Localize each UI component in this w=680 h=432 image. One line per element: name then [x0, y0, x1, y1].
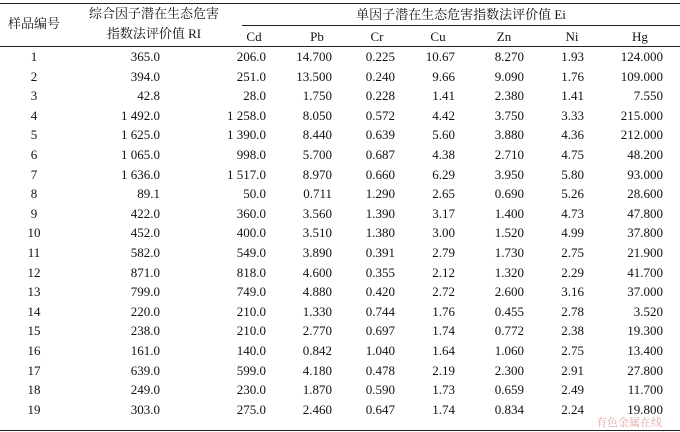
table-cell: 93.000	[627, 166, 663, 182]
cell-sample-no: 16	[27, 343, 41, 358]
table-cell: 0.572	[365, 107, 395, 123]
table-cell: 2.300	[494, 362, 524, 378]
table-cell: 3.950	[494, 166, 524, 182]
table-cell: 0.647	[365, 401, 395, 417]
table-cell: 2.380	[494, 88, 524, 104]
table-cell: 1.74	[432, 401, 455, 417]
table-cell: 582.0	[130, 245, 160, 260]
table-cell: 2.75	[561, 245, 584, 260]
table-cell: 2.710	[494, 147, 524, 162]
cell-sample-no: 10	[27, 225, 41, 241]
table-cell: 19.300	[627, 323, 663, 339]
table-cell: 4.36	[561, 127, 584, 143]
cell-sample-no: 11	[27, 245, 41, 260]
table-cell: 13.500	[296, 68, 332, 84]
table-cell: 0.772	[494, 323, 524, 339]
table-cell: 8.270	[494, 49, 524, 64]
table-cell: 4.38	[432, 147, 455, 162]
table-cell: 140.0	[236, 343, 266, 358]
table-cell: 2.91	[561, 362, 584, 378]
header-group-rule	[242, 25, 680, 26]
table-cell: 0.834	[494, 401, 524, 417]
table-cell: 0.240	[365, 68, 395, 84]
table-bottom-rule	[0, 430, 680, 431]
table-cell: 238.0	[130, 323, 160, 339]
cell-sample-no: 9	[30, 205, 38, 221]
table-cell: 14.700	[296, 49, 332, 64]
table-cell: 2.72	[432, 284, 455, 300]
cell-sample-no: 8	[30, 186, 38, 202]
table-cell: 2.12	[432, 264, 455, 280]
table-cell: 1.330	[302, 303, 332, 319]
table-cell: 1.64	[432, 343, 455, 358]
table-cell: 2.600	[494, 284, 524, 300]
header-metal-cr: Cr	[370, 29, 384, 44]
table-cell: 28.0	[243, 88, 266, 104]
header-composite-line1: 综合因子潜在生态危害	[88, 6, 219, 21]
table-cell: 1.730	[494, 245, 524, 260]
table-cell: 422.0	[130, 205, 160, 221]
table-cell: 3.510	[302, 225, 332, 241]
table-cell: 599.0	[236, 362, 266, 378]
table-cell: 1.060	[494, 343, 524, 358]
table-cell: 303.0	[130, 401, 160, 417]
table-cell: 19.800	[627, 401, 663, 417]
table-cell: 4.73	[561, 205, 584, 221]
table-cell: 212.000	[620, 127, 663, 143]
table-cell: 0.711	[303, 186, 332, 202]
header-sample-no: 样品编号	[7, 16, 60, 31]
table-cell: 4.180	[302, 362, 332, 378]
table-cell: 1 492.0	[121, 107, 160, 123]
cell-sample-no: 13	[27, 284, 41, 300]
table-cell: 360.0	[236, 205, 266, 221]
table-cell: 9.090	[494, 68, 524, 84]
table-cell: 37.000	[627, 284, 663, 300]
table-cell: 28.600	[627, 186, 663, 202]
header-metal-pb: Pb	[310, 29, 324, 44]
table-cell: 2.75	[561, 343, 584, 358]
table-cell: 1.73	[432, 382, 455, 398]
table-cell: 41.700	[627, 264, 663, 280]
table-cell: 210.0	[236, 303, 266, 319]
table-cell: 400.0	[236, 225, 266, 241]
table-cell: 1 636.0	[121, 166, 160, 182]
cell-sample-no: 1	[30, 49, 38, 64]
table-cell: 230.0	[236, 382, 266, 398]
table-cell: 1.870	[302, 382, 332, 398]
table-cell: 9.66	[432, 68, 455, 84]
table-cell: 1.380	[365, 225, 395, 241]
table-cell: 2.24	[561, 401, 584, 417]
table-cell: 3.00	[432, 225, 455, 241]
table-cell: 48.200	[627, 147, 663, 162]
table-cell: 1 065.0	[121, 147, 160, 162]
table-cell: 0.660	[365, 166, 395, 182]
table-cell: 0.228	[365, 88, 395, 104]
table-cell: 0.391	[365, 245, 395, 260]
table-cell: 871.0	[130, 264, 160, 280]
table-cell: 1 258.0	[227, 107, 266, 123]
table-cell: 275.0	[236, 401, 266, 417]
table-cell: 2.770	[302, 323, 332, 339]
table-cell: 2.65	[432, 186, 455, 202]
cell-sample-no: 12	[27, 264, 41, 280]
table-cell: 8.050	[302, 107, 332, 123]
table-cell: 1.040	[365, 343, 395, 358]
table-cell: 8.970	[302, 166, 332, 182]
header-single-factor: 单因子潜在生态危害指数法评价值 Ei	[356, 7, 566, 22]
table-cell: 365.0	[130, 49, 160, 64]
table-cell: 7.550	[633, 88, 663, 104]
table-cell: 6.29	[432, 166, 455, 182]
table-cell: 0.355	[365, 264, 395, 280]
table-cell: 4.880	[302, 284, 332, 300]
table-cell: 3.750	[494, 107, 524, 123]
table-cell: 0.687	[365, 147, 395, 162]
table-cell: 0.455	[494, 303, 524, 319]
cell-sample-no: 3	[30, 88, 38, 104]
table-cell: 109.000	[620, 68, 663, 84]
table-cell: 42.8	[137, 88, 160, 104]
table-cell: 3.17	[432, 205, 455, 221]
table-cell: 3.880	[494, 127, 524, 143]
table-cell: 3.16	[561, 284, 584, 300]
table-cell: 220.0	[130, 303, 160, 319]
table-cell: 161.0	[130, 343, 160, 358]
table-cell: 1.41	[561, 88, 584, 104]
table-cell: 0.639	[365, 127, 395, 143]
table-cell: 27.800	[627, 362, 663, 378]
table-cell: 4.99	[561, 225, 584, 241]
header-metal-cu: Cu	[430, 29, 446, 44]
cell-sample-no: 17	[27, 362, 41, 378]
table-cell: 1 517.0	[227, 166, 266, 182]
table-cell: 1.390	[365, 205, 395, 221]
table-cell: 2.460	[302, 401, 332, 417]
table-cell: 0.478	[365, 362, 395, 378]
table-cell: 818.0	[236, 264, 266, 280]
table-cell: 0.590	[365, 382, 395, 398]
cell-sample-no: 2	[30, 68, 38, 84]
table-cell: 47.800	[627, 205, 663, 221]
table-cell: 10.67	[425, 49, 455, 64]
cell-sample-no: 14	[27, 303, 41, 319]
table-cell: 452.0	[130, 225, 160, 241]
header-metal-ni: Ni	[565, 29, 579, 44]
table-cell: 215.000	[620, 107, 663, 123]
table-cell: 394.0	[130, 68, 160, 84]
table-cell: 37.800	[627, 225, 663, 241]
table-cell: 5.700	[302, 147, 332, 162]
table-cell: 799.0	[130, 284, 160, 300]
table-cell: 0.842	[302, 343, 332, 358]
cell-sample-no: 18	[27, 382, 41, 398]
table-cell: 2.79	[432, 245, 455, 260]
cell-sample-no: 15	[27, 323, 41, 339]
table-cell: 1.520	[494, 225, 524, 241]
table-cell: 0.659	[494, 382, 524, 398]
table-cell: 549.0	[236, 245, 266, 260]
table-cell: 0.744	[365, 303, 395, 319]
table-cell: 1.93	[561, 49, 584, 64]
table-cell: 249.0	[130, 382, 160, 398]
table-cell: 210.0	[236, 323, 266, 339]
table-cell: 1 625.0	[121, 127, 160, 143]
table-cell: 4.75	[561, 147, 584, 162]
table-cell: 749.0	[236, 284, 266, 300]
table-cell: 89.1	[137, 186, 160, 202]
table-cell: 8.440	[302, 127, 332, 143]
header-metal-hg: Hg	[632, 29, 648, 44]
cell-sample-no: 6	[30, 147, 38, 162]
table-cell: 2.19	[432, 362, 455, 378]
table-cell: 206.0	[236, 49, 266, 64]
cell-sample-no: 19	[27, 401, 41, 417]
table-cell: 1.320	[494, 264, 524, 280]
table-cell: 639.0	[130, 362, 160, 378]
table-cell: 1.750	[302, 88, 332, 104]
table-cell: 3.33	[561, 107, 584, 123]
table-cell: 1.76	[432, 303, 455, 319]
header-metal-cd: Cd	[246, 29, 262, 44]
table-cell: 1 390.0	[227, 127, 266, 143]
table-cell: 0.420	[365, 284, 395, 300]
table-cell: 5.26	[561, 186, 584, 202]
table-cell: 21.900	[627, 245, 663, 260]
table-cell: 0.225	[365, 49, 395, 64]
table-cell: 1.290	[365, 186, 395, 202]
table-cell: 2.49	[561, 382, 584, 398]
table-cell: 5.80	[561, 166, 584, 182]
table-cell: 1.74	[432, 323, 455, 339]
watermark: 有色金属在线	[596, 416, 662, 429]
table-cell: 5.60	[432, 127, 455, 143]
table-cell: 50.0	[243, 186, 266, 202]
table-cell: 1.400	[494, 205, 524, 221]
table-cell: 4.42	[432, 107, 455, 123]
table-cell: 2.78	[561, 303, 584, 319]
table-cell: 3.520	[633, 303, 663, 319]
table-cell: 2.38	[561, 323, 584, 339]
table-cell: 3.560	[302, 205, 332, 221]
table-cell: 0.697	[365, 323, 395, 339]
table-cell: 2.29	[561, 264, 584, 280]
table-top-rule	[0, 3, 680, 4]
table-cell: 998.0	[236, 147, 266, 162]
table-cell: 13.400	[627, 343, 663, 358]
header-metal-zn: Zn	[496, 29, 512, 44]
table-cell: 0.690	[494, 186, 524, 202]
table-cell: 3.890	[302, 245, 332, 260]
table-cell: 1.41	[432, 88, 455, 104]
cell-sample-no: 5	[30, 127, 38, 143]
table-cell: 251.0	[236, 68, 266, 84]
table-cell: 1.76	[561, 68, 584, 84]
table-cell: 11.700	[627, 382, 663, 398]
header-composite-line2: 指数法评价值 RI	[106, 26, 202, 41]
table-cell: 124.000	[620, 49, 663, 64]
cell-sample-no: 7	[30, 166, 38, 182]
table-cell: 4.600	[302, 264, 332, 280]
cell-sample-no: 4	[30, 107, 38, 123]
